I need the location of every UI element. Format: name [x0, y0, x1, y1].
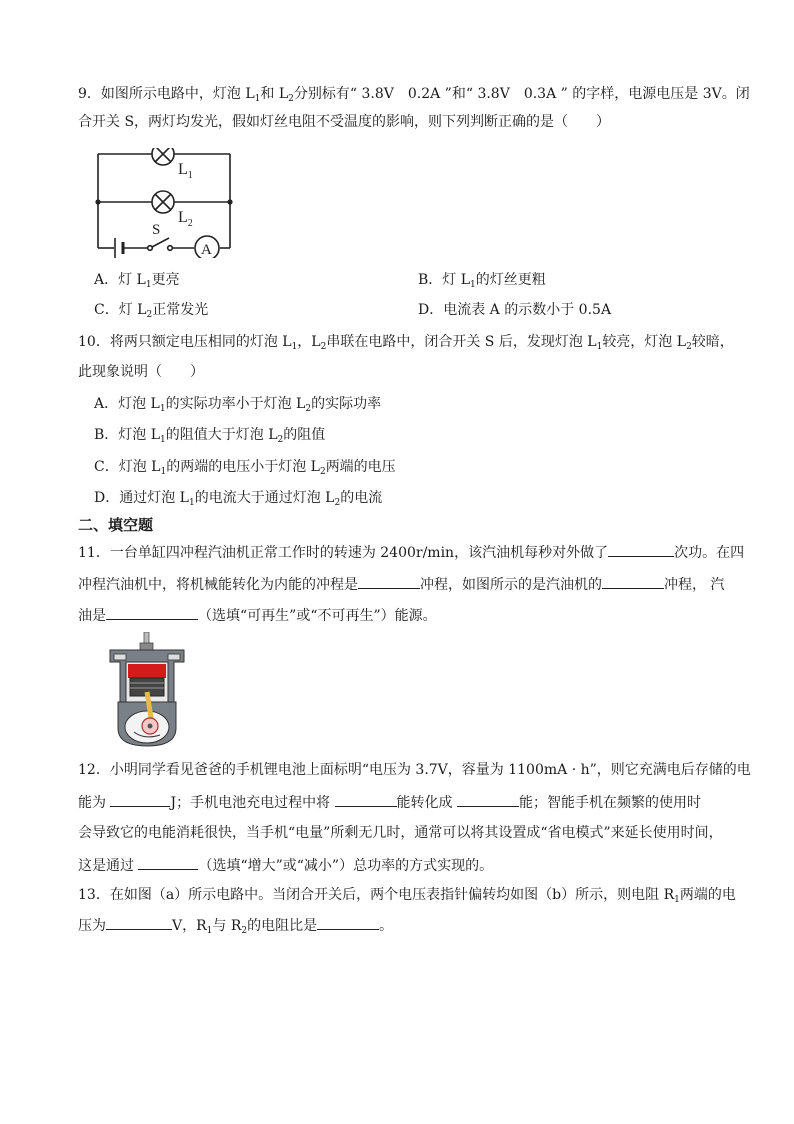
q11-line-3: 油是 （选填“可再生”或“不可再生”）能源。	[78, 605, 437, 626]
switch-s-label: S	[152, 222, 161, 238]
q10-line-1: 10．将两只额定电压相同的灯泡 $L_1$，$L_2$串联在电路中，闭合开关 S 后，发现灯泡 $L_1$较亮，灯泡 $L_2$较暗，	[78, 334, 734, 352]
q9-option-a: A．灯 $L_1$更亮	[94, 272, 180, 290]
q12-blank-2[interactable]	[335, 792, 397, 807]
q11-blank-1[interactable]	[608, 542, 674, 557]
q10-option-d: D．通过灯泡 $L_1$的电流大于通过灯泡 $L_2$的电流	[94, 490, 383, 508]
q11-blank-3[interactable]	[602, 574, 664, 589]
q11-blank-2[interactable]	[358, 574, 420, 589]
engine-cylinder-diagram	[104, 632, 190, 748]
q13-line-1: 13．在如图（a）所示电路中。当闭合开关后，两个电压表指针偏转均如图（b）所示，则电阻 $R_1$两端的电	[78, 887, 736, 905]
lamp-l1-label: $L_1$	[178, 161, 193, 181]
lamp-l1-icon	[152, 148, 174, 165]
q9-option-c: C．灯 $L_2$正常发光	[94, 302, 209, 320]
q12-line-3: 会导致它的电能消耗很快，当手机“电量”所剩无几时，通常可以将其设置成“省电模式”来延长使用时间，	[78, 825, 723, 841]
q13-line-2: 压为 V，$R_1$与 $R_2$的电阻比是 。	[78, 915, 393, 936]
q10-option-a: A．灯泡 $L_1$的实际功率小于灯泡 $L_2$的实际功率	[94, 396, 382, 414]
intake-valve-icon	[114, 654, 126, 660]
q11-line-1: 11．一台单缸四冲程汽油机正常工作时的转速为 2400r/min，该汽油机每秒对外做了 次功。在四	[78, 542, 744, 563]
battery-icon	[115, 238, 123, 258]
section-heading-fill-in: 二、填空题	[78, 516, 154, 534]
switch-s-icon	[148, 238, 173, 250]
junction-dot-left	[95, 199, 100, 204]
q9-option-b: B．灯 $L_1$的灯丝更粗	[418, 272, 546, 290]
q9-circuit-diagram	[90, 148, 240, 258]
q12-blank-1[interactable]	[110, 792, 170, 807]
q13-blank-1[interactable]	[106, 915, 172, 930]
q12-line-4: 这是通过 （选填“增大”或“减小”）总功率的方式实现的。	[78, 855, 493, 876]
q10-option-c: C．灯泡 $L_1$的两端的电压小于灯泡 $L_2$两端的电压	[94, 459, 396, 477]
lamp-l2-icon	[152, 191, 174, 213]
exhaust-valve-icon	[168, 654, 180, 660]
q11-blank-4[interactable]	[106, 605, 198, 620]
q12-line-2: 能为 J；手机电池充电过程中将 能转化成 能；智能手机在频繁的使用时	[78, 792, 701, 813]
q11-line-2: 冲程汽油机中，将机械能转化为内能的冲程是 冲程，如图所示的是汽油机的 冲程， 汽	[78, 574, 724, 595]
q9-line-1: 9．如图所示电路中，灯泡 $L_1$和 $L_2$分别标有“ 3.8V 0.2A ”和“ 3.8V 0.3A ” 的字样，电源电压是 3V。闭	[78, 86, 750, 104]
junction-dot-right	[227, 199, 232, 204]
q9-line-2: 合开关 S，两灯均发光，假如灯丝电阻不受温度的影响，则下列判断正确的是（ ）	[78, 114, 611, 130]
q10-line-2: 此现象说明（ ）	[78, 364, 204, 380]
spark-plug-icon	[144, 632, 149, 644]
q10-option-b: B．灯泡 $L_1$的阻值大于灯泡 $L_2$的阻值	[94, 427, 326, 445]
q9-option-d: D．电流表 A 的示数小于 0.5A	[418, 302, 612, 318]
q12-blank-4[interactable]	[138, 855, 198, 870]
ammeter-icon	[195, 236, 219, 258]
combustion-chamber-icon	[128, 664, 166, 678]
lamp-l2-label: $L_2$	[178, 209, 193, 229]
q12-line-1: 12．小明同学看见爸爸的手机锂电池上面标明“电压为 3.7V，容量为 1100mA · h”，则它充满电后存储的电	[78, 762, 751, 778]
q12-blank-3[interactable]	[457, 792, 519, 807]
svg-text:A: A	[201, 242, 212, 258]
q13-blank-2[interactable]	[317, 915, 379, 930]
